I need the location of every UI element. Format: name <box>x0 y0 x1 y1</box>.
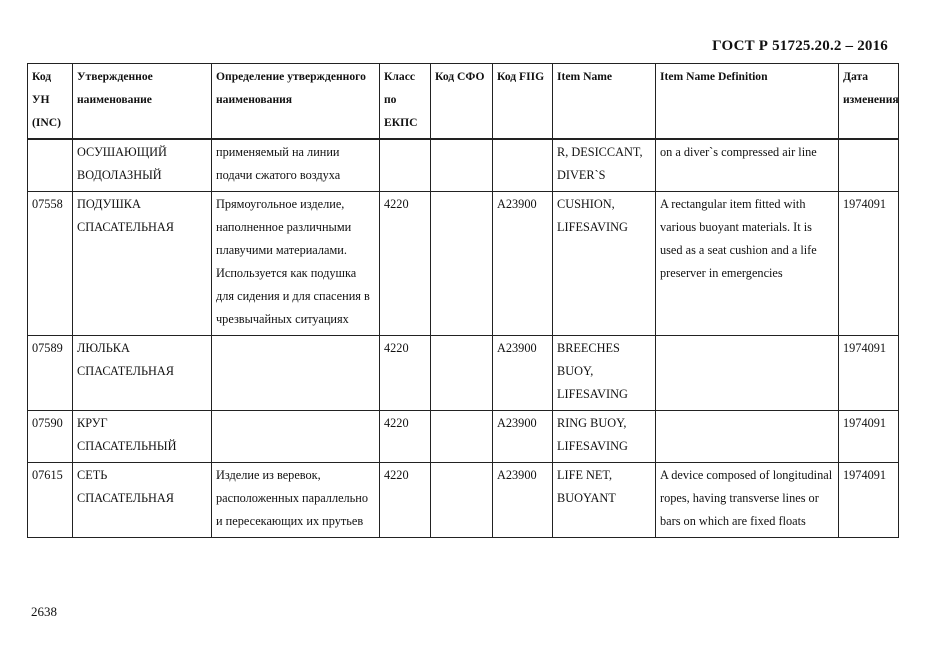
cell-name: ОСУШАЮЩИЙ ВОДОЛАЗНЫЙ <box>73 139 212 192</box>
cell-name: СЕТЬ СПАСАТЕЛЬНАЯ <box>73 463 212 538</box>
cell-class: 4220 <box>380 192 431 336</box>
standard-number: ГОСТ Р 51725.20.2 – 2016 <box>712 38 888 54</box>
cell-sfo <box>431 192 493 336</box>
cell-inc: 07590 <box>28 411 73 463</box>
cell-sfo <box>431 336 493 411</box>
cell-inc: 07589 <box>28 336 73 411</box>
table-row <box>28 139 899 192</box>
cell-item-name: BREECHES BUOY, LIFESAVING <box>553 336 656 411</box>
col-header-class: Класс по ЕКПС <box>380 64 431 140</box>
item-names-table <box>27 63 899 538</box>
cell-name: ЛЮЛЬКА СПАСАТЕЛЬНАЯ <box>73 336 212 411</box>
cell-inc: 07558 <box>28 192 73 336</box>
cell-date <box>839 139 899 192</box>
cell-sfo <box>431 411 493 463</box>
cell-definition: Прямоугольное изделие, наполненное различными плавучими материалами. Используется как подушка для сидения и для спасения в чрезвычайных ситуациях <box>212 192 380 336</box>
cell-item-name: R, DESICCANT, DIVER`S <box>553 139 656 192</box>
cell-fiig: A23900 <box>493 463 553 538</box>
cell-name: ПОДУШКА СПАСАТЕЛЬНАЯ <box>73 192 212 336</box>
cell-fiig: A23900 <box>493 336 553 411</box>
cell-item-def: on a diver`s compressed air line <box>656 139 839 192</box>
cell-sfo <box>431 139 493 192</box>
cell-definition: Изделие из веревок, расположенных параллельно и пересекающих их прутьев <box>212 463 380 538</box>
table-row <box>28 463 899 538</box>
cell-class <box>380 139 431 192</box>
cell-sfo <box>431 463 493 538</box>
cell-class: 4220 <box>380 336 431 411</box>
cell-definition <box>212 411 380 463</box>
cell-date: 1974091 <box>839 411 899 463</box>
cell-fiig <box>493 139 553 192</box>
col-header-sfo: Код СФО <box>431 64 493 140</box>
cell-inc <box>28 139 73 192</box>
col-header-definition: Определение утвержденного наименования <box>212 64 380 140</box>
col-header-name: Утвержденное наименование <box>73 64 212 140</box>
col-header-inc: Код УН (INC) <box>28 64 73 140</box>
cell-date: 1974091 <box>839 463 899 538</box>
cell-definition <box>212 336 380 411</box>
col-header-item-def: Item Name Definition <box>656 64 839 140</box>
cell-definition: применяемый на линии подачи сжатого воздуха <box>212 139 380 192</box>
cell-class: 4220 <box>380 463 431 538</box>
cell-fiig: A23900 <box>493 192 553 336</box>
col-header-item-name: Item Name <box>553 64 656 140</box>
cell-class: 4220 <box>380 411 431 463</box>
col-header-fiig: Код FIIG <box>493 64 553 140</box>
cell-fiig: A23900 <box>493 411 553 463</box>
cell-item-def <box>656 336 839 411</box>
cell-item-def: A rectangular item fitted with various buoyant materials. It is used as a seat cushion and a life preserver in emergencies <box>656 192 839 336</box>
table-row <box>28 411 899 463</box>
cell-inc: 07615 <box>28 463 73 538</box>
cell-item-name: CUSHION, LIFESAVING <box>553 192 656 336</box>
table-row <box>28 336 899 411</box>
table-header-row <box>28 64 899 140</box>
page-number: 2638 <box>31 604 57 619</box>
cell-item-def <box>656 411 839 463</box>
cell-item-name: LIFE NET, BUOYANT <box>553 463 656 538</box>
cell-date: 1974091 <box>839 192 899 336</box>
cell-item-name: RING BUOY, LIFESAVING <box>553 411 656 463</box>
cell-name: КРУГ СПАСАТЕЛЬНЫЙ <box>73 411 212 463</box>
col-header-date: Дата изменения <box>839 64 899 140</box>
cell-item-def: A device composed of longitudinal ropes, having transverse lines or bars on which are fixed floats <box>656 463 839 538</box>
table-row <box>28 192 899 336</box>
cell-date: 1974091 <box>839 336 899 411</box>
